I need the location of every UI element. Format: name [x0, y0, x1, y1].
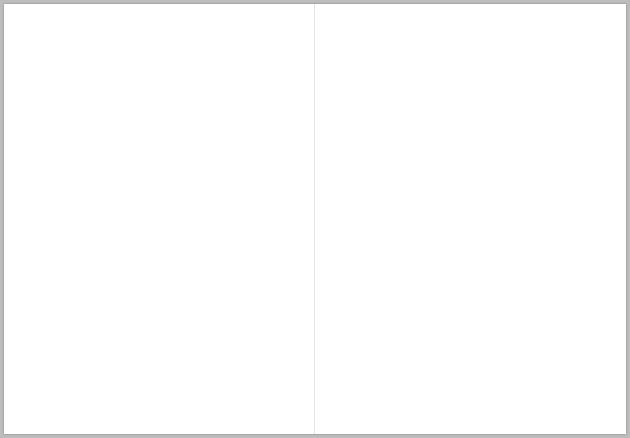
left-page-body	[28, 34, 308, 422]
left-page	[4, 4, 315, 434]
right-page-body	[348, 34, 600, 422]
right-page	[315, 4, 626, 434]
book-spread	[4, 4, 626, 434]
